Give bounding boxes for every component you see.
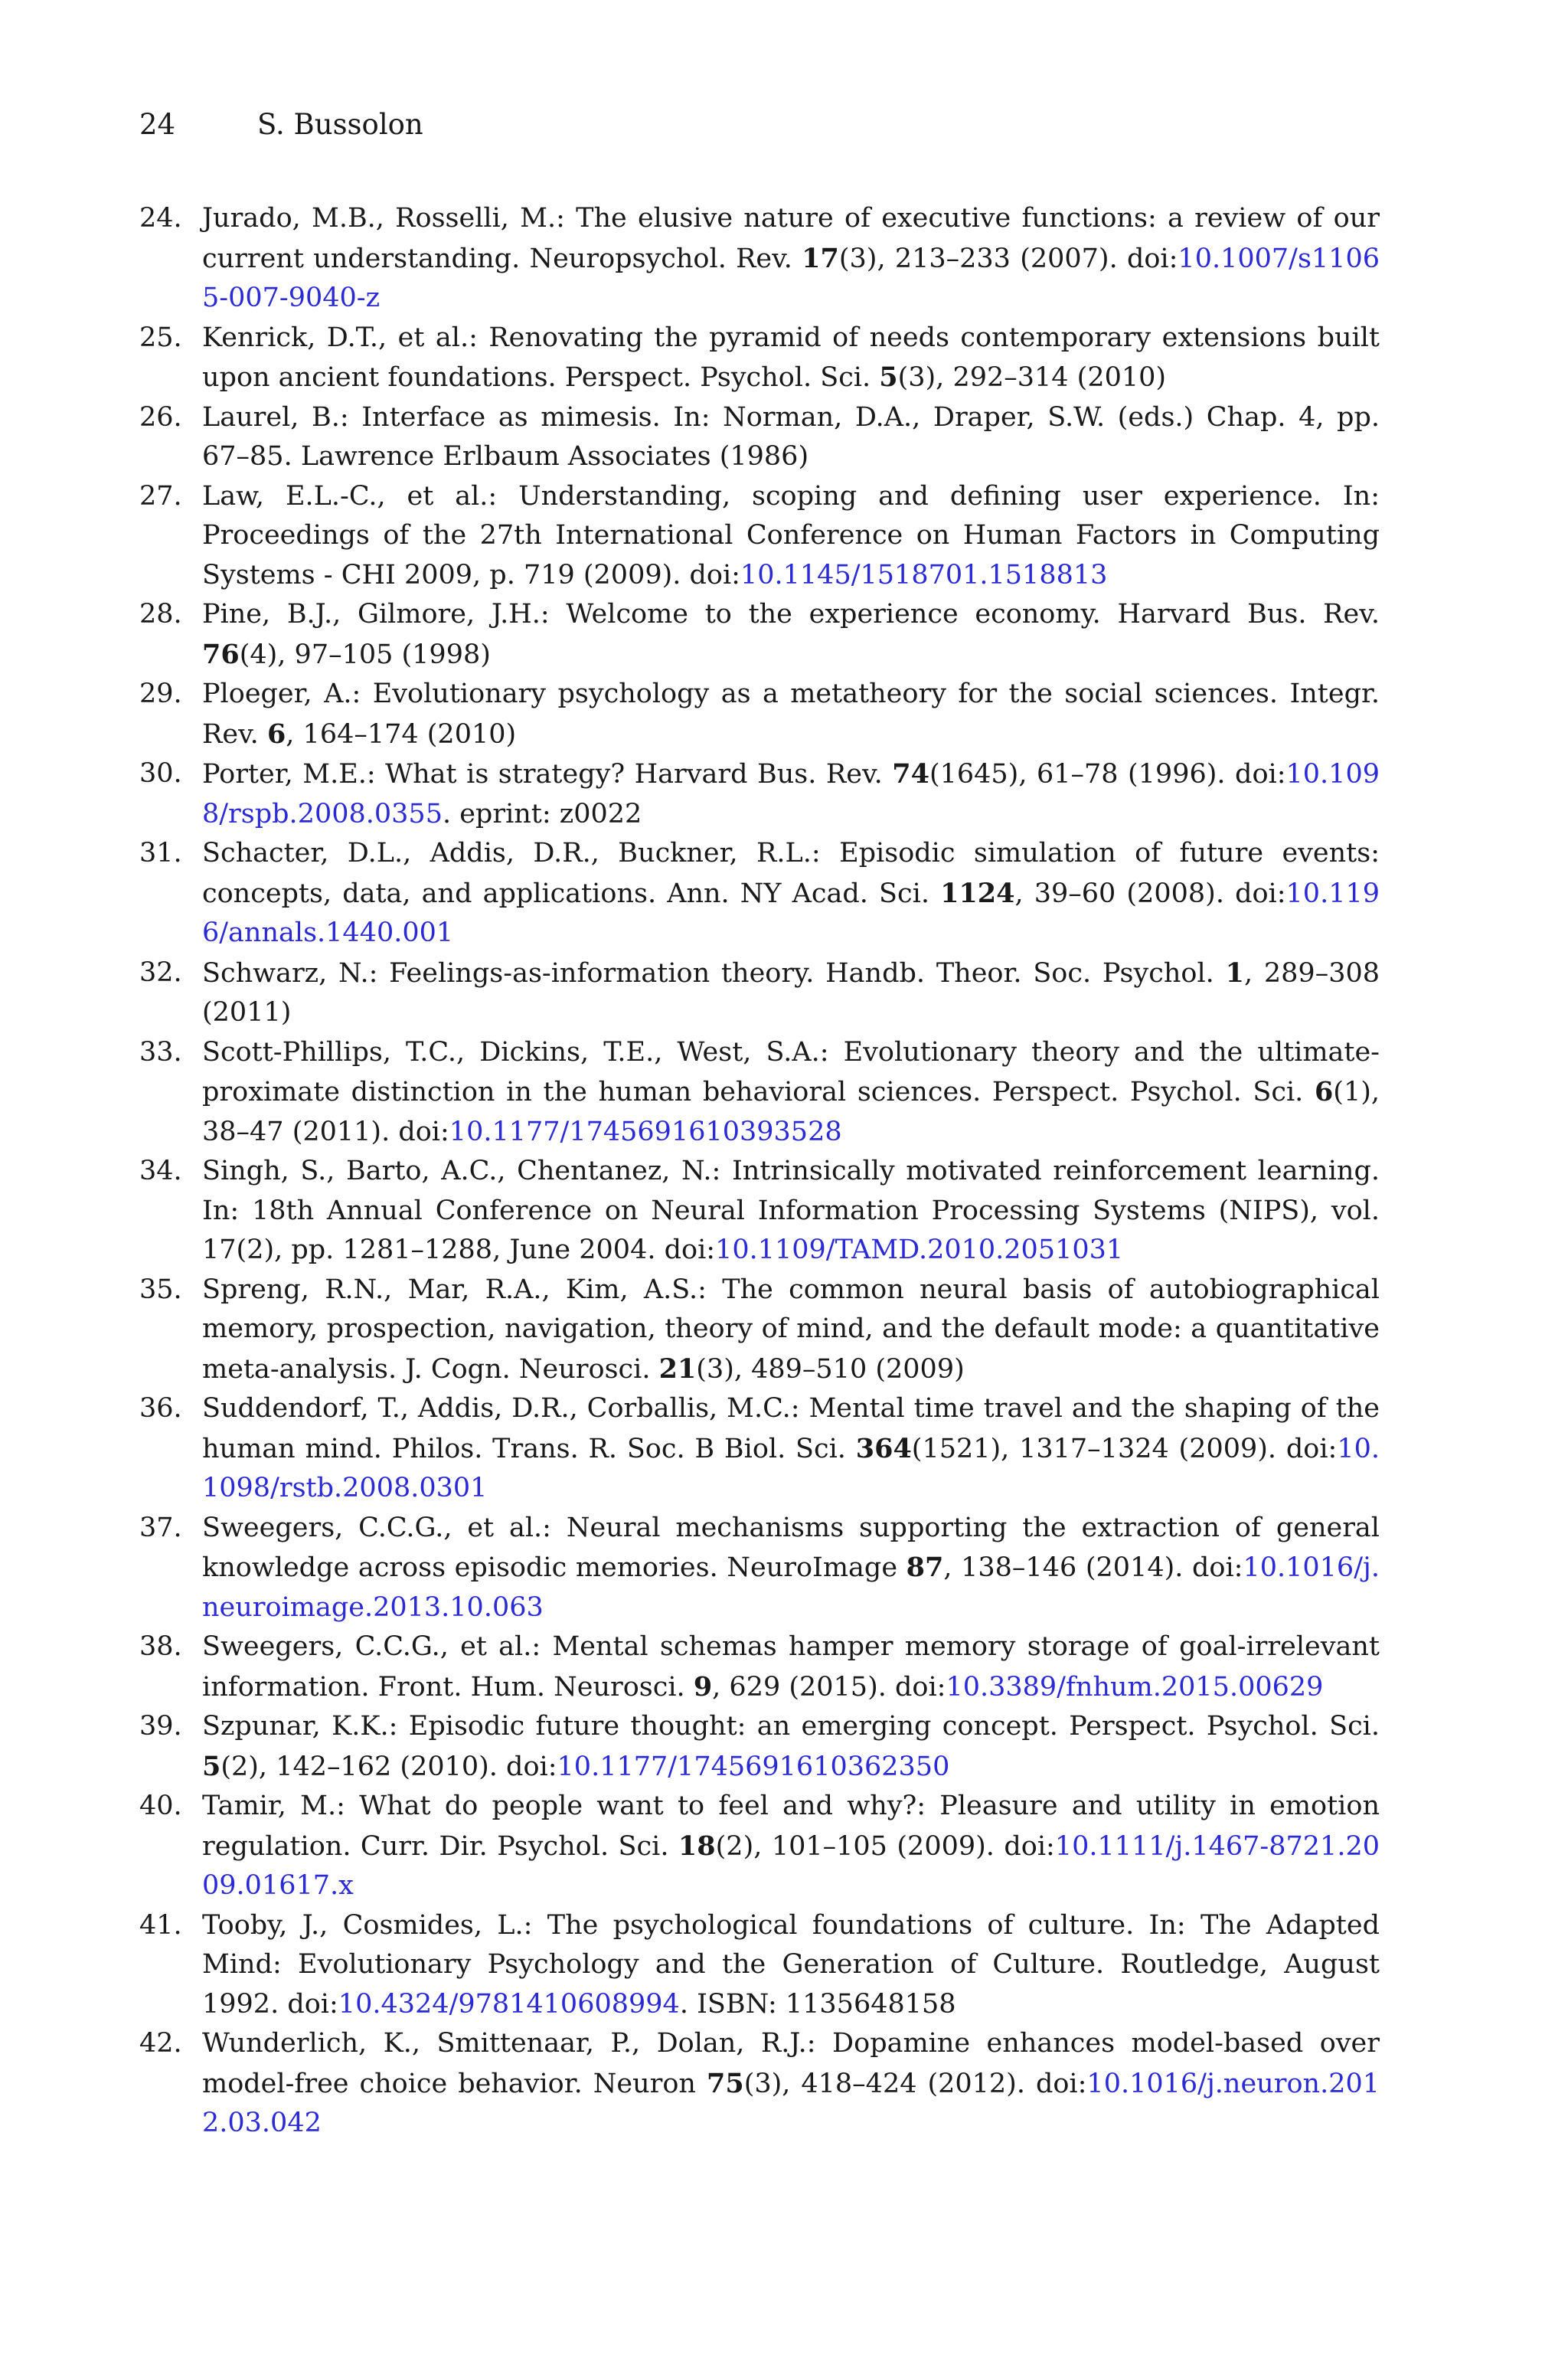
reference-pages: (2), 101–105 (2009). doi:	[715, 1830, 1055, 1862]
reference-volume: 5	[202, 1750, 221, 1782]
reference-pages: (1521), 1317–1324 (2009). doi:	[911, 1433, 1338, 1464]
reference-volume: 6	[1314, 1076, 1334, 1107]
reference-tail: . ISBN: 1135648158	[679, 1988, 956, 2020]
reference-entry	[139, 595, 1380, 675]
reference-entry	[139, 1389, 1380, 1509]
reference-number: 29.	[139, 679, 182, 709]
reference-text: Kenrick, D.T., et al.: Renovating the pyramid of needs contemporary extensions built upon ancient foundations. Perspect. Psychol. Sci.	[202, 322, 1380, 393]
reference-pages: (3), 292–314 (2010)	[897, 362, 1167, 393]
reference-pages: (3), 489–510 (2009)	[696, 1353, 965, 1385]
reference-text: Singh, S., Barto, A.C., Chentanez, N.: Intrinsically motivated reinforcement learning. In: 18th Annual Conference on Neural Information Processing Systems (NIPS), vol. 17(2), pp. 1281–1288, June 2004. doi:	[202, 1156, 1380, 1265]
reference-number: 40.	[139, 1791, 182, 1821]
reference-entry	[139, 319, 1380, 398]
reference-text: Szpunar, K.K.: Episodic future thought: an emerging concept. Perspect. Psychol. Sci.	[202, 1711, 1380, 1742]
doi-link[interactable]: 10.1109/TAMD.2010.2051031	[715, 1235, 1124, 1265]
doi-link[interactable]: 10.1145/1518701.1518813	[740, 559, 1108, 590]
reference-number: 34.	[139, 1156, 182, 1186]
reference-entry	[139, 1787, 1380, 1906]
doi-link[interactable]: 10.1098/rspb.2008.0355	[202, 759, 1380, 829]
doi-link[interactable]: 10.1016/j.neuron.2012.03.042	[202, 2068, 1380, 2138]
reference-text: Spreng, R.N., Mar, R.A., Kim, A.S.: The common neural basis of autobiographical memory, prospection, navigation, theory of mind, and the default mode: a quantitative meta-analysis. J. Cogn. Neurosci.	[202, 1274, 1380, 1385]
doi-link[interactable]: 10.1177/1745691610393528	[449, 1116, 842, 1147]
reference-number: 35.	[139, 1274, 182, 1305]
reference-text: Sweegers, C.C.G., et al.: Mental schemas hamper memory storage of goal-irrelevant information. Front. Hum. Neurosci.	[202, 1631, 1380, 1703]
reference-text: Ploeger, A.: Evolutionary psychology as a metatheory for the social sciences. Integr. Rev.	[202, 679, 1380, 750]
reference-pages: , 289–308 (2011)	[202, 957, 1380, 1028]
reference-tail: . eprint: z0022	[442, 798, 642, 829]
doi-link[interactable]: 10.1111/j.1467-8721.2009.01617.x	[202, 1830, 1380, 1901]
running-head	[139, 106, 423, 143]
reference-volume: 75	[706, 2067, 744, 2099]
reference-entry	[139, 953, 1380, 1033]
reference-pages: (2), 142–162 (2010). doi:	[220, 1751, 557, 1782]
reference-number: 39.	[139, 1711, 182, 1742]
reference-text: Jurado, M.B., Rosselli, M.: The elusive nature of executive functions: a review of our current understanding. Neuropsychol. Rev.	[202, 203, 1380, 274]
reference-entry	[139, 398, 1380, 477]
reference-entry	[139, 1627, 1380, 1707]
reference-entry	[139, 1033, 1380, 1153]
reference-text: Tooby, J., Cosmides, L.: The psychological foundations of culture. In: The Adapted Mind: Evolutionary Psychology and the Generation of Culture. Routledge, August 1992. doi:	[202, 1909, 1380, 2020]
reference-volume: 76	[202, 638, 240, 670]
reference-number: 24.	[139, 203, 182, 234]
reference-entry	[139, 1271, 1380, 1390]
reference-pages: , 164–174 (2010)	[286, 718, 517, 750]
reference-number: 32.	[139, 957, 182, 988]
reference-volume: 18	[678, 1830, 716, 1862]
reference-volume: 21	[658, 1353, 697, 1385]
doi-link[interactable]: 10.1016/j.neuroimage.2013.10.063	[202, 1552, 1380, 1623]
reference-text: Scott-Phillips, T.C., Dickins, T.E., West, S.A.: Evolutionary theory and the ultimate-proximate distinction in the human behavioral sciences. Perspect. Psychol. Sci.	[202, 1036, 1380, 1107]
reference-entry	[139, 754, 1380, 834]
reference-text: Laurel, B.: Interface as mimesis. In: Norman, D.A., Draper, S.W. (eds.) Chap. 4, pp. 67–85. Lawrence Erlbaum Associates (1986)	[202, 401, 1380, 472]
reference-text: Law, E.L.-C., et al.: Understanding, scoping and defining user experience. In: Proceedings of the 27th International Conference on Human Factors in Computing Systems - CHI 2009, p. 719 (2009). doi:	[202, 480, 1380, 590]
reference-text: Schwarz, N.: Feelings-as-information theory. Handb. Theor. Soc. Psychol.	[202, 957, 1226, 989]
reference-text: Suddendorf, T., Addis, D.R., Corballis, M.C.: Mental time travel and the shaping of the human mind. Philos. Trans. R. Soc. B Biol. Sci.	[202, 1393, 1380, 1464]
reference-entry	[139, 477, 1380, 596]
reference-entry	[139, 1906, 1380, 2025]
reference-number: 33.	[139, 1036, 182, 1068]
page-number: 24	[139, 108, 176, 141]
reference-number: 28.	[139, 599, 182, 630]
reference-entry	[139, 1707, 1380, 1787]
reference-number: 30.	[139, 758, 182, 789]
doi-link[interactable]: 10.1007/s11065-007-9040-z	[202, 243, 1380, 313]
reference-pages: (4), 97–105 (1998)	[239, 639, 491, 670]
reference-pages: , 39–60 (2008). doi:	[1014, 878, 1286, 909]
reference-entry	[139, 834, 1380, 953]
reference-text: Tamir, M.: What do people want to feel and why?: Pleasure and utility in emotion regulation. Curr. Dir. Psychol. Sci.	[202, 1791, 1380, 1862]
reference-entry	[139, 675, 1380, 754]
reference-text: Pine, B.J., Gilmore, J.H.: Welcome to the experience economy. Harvard Bus. Rev.	[202, 599, 1380, 630]
reference-text: Schacter, D.L., Addis, D.R., Buckner, R.L.: Episodic simulation of future events: concepts, data, and applications. Ann. NY Acad. Sci.	[202, 838, 1380, 909]
reference-volume: 87	[906, 1552, 944, 1583]
reference-entry	[139, 199, 1380, 319]
doi-link[interactable]: 10.1196/annals.1440.001	[202, 878, 1380, 948]
reference-pages: (3), 213–233 (2007). doi:	[838, 243, 1178, 274]
reference-number: 42.	[139, 2028, 182, 2059]
reference-pages: (1645), 61–78 (1996). doi:	[929, 759, 1286, 790]
reference-pages: , 629 (2015). doi:	[712, 1671, 946, 1703]
reference-entry	[139, 2024, 1380, 2144]
reference-text: Sweegers, C.C.G., et al.: Neural mechanisms supporting the extraction of general knowledge across episodic memories. NeuroImage	[202, 1512, 1380, 1583]
running-head-author: S. Bussolon	[257, 108, 423, 141]
reference-number: 27.	[139, 480, 182, 512]
reference-number: 25.	[139, 322, 182, 353]
reference-volume: 1	[1225, 957, 1244, 989]
reference-pages: (1), 38–47 (2011). doi:	[202, 1077, 1380, 1147]
reference-volume: 1124	[940, 877, 1015, 909]
reference-entry	[139, 1152, 1380, 1271]
reference-text: Wunderlich, K., Smittenaar, P., Dolan, R.J.: Dopamine enhances model-based over model-free choice behavior. Neuron	[202, 2028, 1380, 2099]
reference-list	[139, 199, 1380, 2144]
reference-entry	[139, 1509, 1380, 1628]
reference-number: 36.	[139, 1393, 182, 1424]
reference-volume: 74	[892, 758, 929, 790]
reference-volume: 5	[879, 361, 898, 393]
reference-number: 31.	[139, 838, 182, 868]
reference-number: 41.	[139, 1909, 182, 1941]
doi-link[interactable]: 10.4324/9781410608994	[338, 1988, 680, 2020]
reference-volume: 17	[802, 242, 839, 274]
reference-number: 26.	[139, 401, 182, 433]
reference-volume: 9	[693, 1670, 713, 1703]
reference-volume: 364	[855, 1432, 912, 1464]
doi-link[interactable]: 10.3389/fnhum.2015.00629	[946, 1671, 1324, 1703]
reference-pages: , 138–146 (2014). doi:	[943, 1552, 1243, 1583]
reference-text: Porter, M.E.: What is strategy? Harvard Bus. Rev.	[202, 759, 893, 790]
reference-pages: (3), 418–424 (2012). doi:	[743, 2068, 1087, 2099]
doi-link[interactable]: 10.1177/1745691610362350	[557, 1751, 950, 1782]
doi-link[interactable]: 10.1098/rstb.2008.0301	[202, 1433, 1380, 1503]
reference-volume: 6	[266, 718, 286, 750]
reference-number: 38.	[139, 1631, 182, 1662]
reference-number: 37.	[139, 1512, 182, 1543]
